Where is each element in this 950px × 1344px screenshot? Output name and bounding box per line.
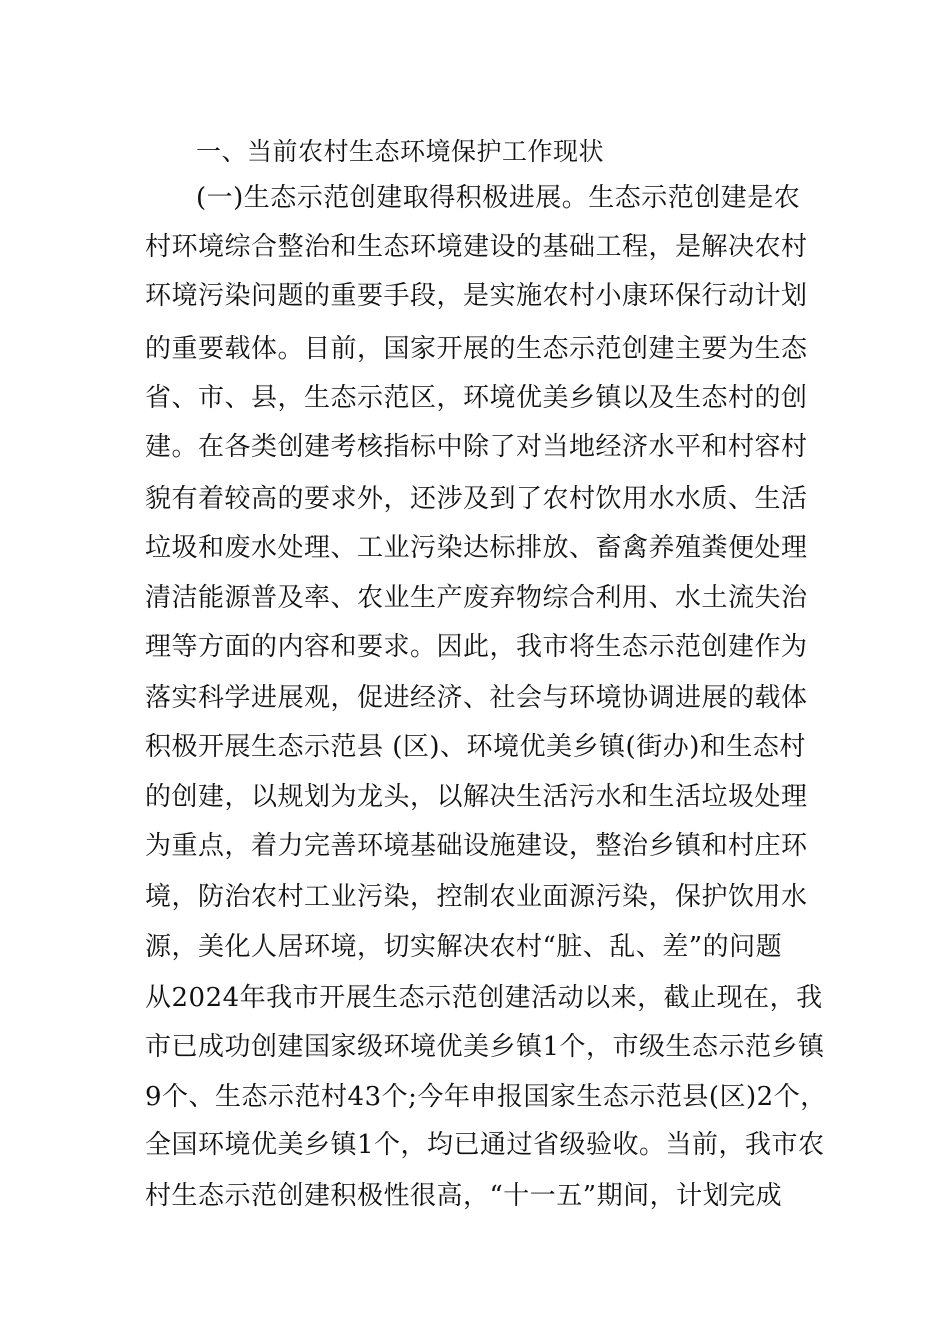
paragraph-line: 落实科学进展观，促进经济、社会与环境协调进展的载体 [145,683,808,713]
paragraph-line: 的重要载体。目前，国家开展的生态示范创建主要为生态 [145,334,808,364]
paragraph-line: 村生态示范创建积极性很高，“十一五”期间，计划完成 [145,1181,783,1211]
paragraph-line: 全国环境优美乡镇1个，均已通过省级验收。当前，我市农 [145,1130,825,1160]
paragraph-line: 的创建，以规划为龙头，以解决生活污水和生活垃圾处理 [145,782,808,812]
paragraph-line: 境，防治农村工业污染，控制农业面源污染，保护饮用水 [145,882,808,912]
paragraph-line: (一)生态示范创建取得积极进展。生态示范创建是农 [196,183,801,213]
paragraph-line: 清洁能源普及率、农业生产废弃物综合利用、水土流失治 [145,583,808,613]
paragraph-line: 省、市、县，生态示范区，环境优美乡镇以及生态村的创 [145,383,808,413]
paragraph-line: 貌有着较高的要求外，还涉及到了农村饮用水水质、生活 [145,484,808,514]
paragraph-line: 为重点，着力完善环境基础设施建设，整治乡镇和村庄环 [145,831,808,861]
paragraph-line: 9个、生态示范村43个;今年申报国家生态示范县(区)2个， [145,1082,827,1112]
paragraph-line: 环境污染问题的重要手段，是实施农村小康环保行动计划 [145,281,808,311]
paragraph-line: 建。在各类创建考核指标中除了对当地经济水平和村容村 [145,432,808,462]
paragraph-line: 源，美化人居环境，切实解决农村“脏、乱、差”的问题 [145,932,783,962]
paragraph-line: 理等方面的内容和要求。因此，我市将生态示范创建作为 [145,632,808,662]
paragraph-line: 垃圾和废水处理、工业污染达标排放、畜禽养殖粪便处理 [145,533,808,563]
paragraph-line: 从2024年我市开展生态示范创建活动以来，截止现在，我 [145,983,823,1013]
section-heading: 一、当前农村生态环境保护工作现状 [196,137,605,166]
paragraph-line: 村环境综合整治和生态环境建设的基础工程，是解决农村 [145,232,808,262]
paragraph-line: 市已成功创建国家级环境优美乡镇1个，市级生态示范乡镇 [145,1032,825,1062]
paragraph-line: 积极开展生态示范县 (区)、环境优美乡镇(街办)和生态村 [145,732,806,762]
